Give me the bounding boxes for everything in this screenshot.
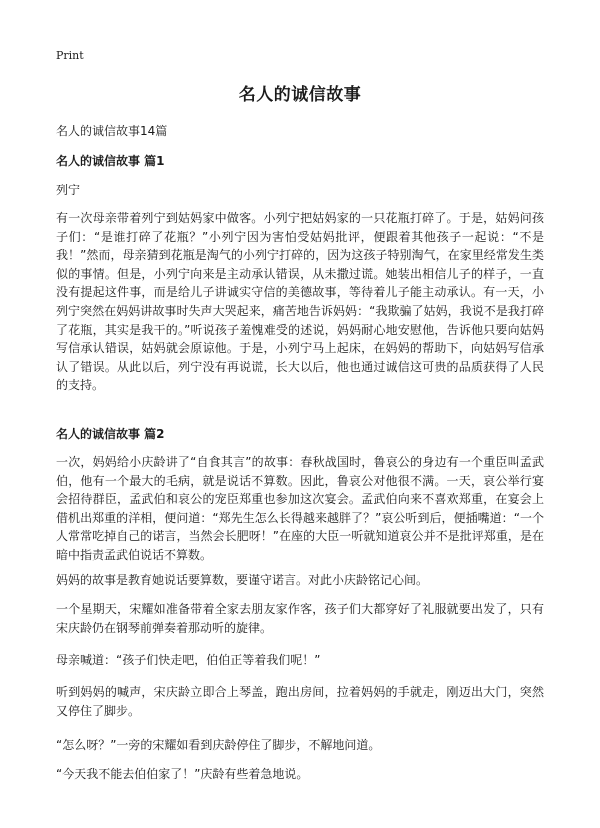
section-2-paragraph-4: 母亲喊道：“孩子们快走吧，伯伯正等着我们呢！” <box>56 653 321 667</box>
page-title: 名人的诚信故事 <box>238 85 362 105</box>
section-2-paragraph-3: 一个星期天，宋耀如准备带着全家去朋友家作客，孩子们大都穿好了礼服就要出发了，只有宋庆龄仍在钢琴前弹奏着那动听的旋律。 <box>56 602 544 635</box>
section-2-paragraph-6: “怎么呀？”一旁的宋耀如看到庆龄停住了脚步，不解地问道。 <box>56 738 381 752</box>
section-1-paragraph-2: 有一次母亲带着列宁到姑妈家中做客。小列宁把姑妈家的一只花瓶打碎了。于是，姑妈问孩子们：“是谁打碎了花瓶？”小列宁因为害怕受姑妈批评，便跟着其他孩子一起说：“不是我！”然而，母亲猜到花瓶是淘气的小列宁打碎的，因为这孩子特别淘气，在家里经常发生类似的事情。但是，小列宁向来是主动承认错误，从未撒过谎。她装出相信儿子的样子，一直没有提起这件事，而是给儿子讲诚实守信的美德故事，等待着儿子能主动承认。有一天，小列宁突然在妈妈讲故事时失声大哭起来，痛苦地告诉妈妈：“我欺骗了姑妈，我说不是我打碎了花瓶，其实是我干的。”听说孩子羞愧难受的述说，妈妈耐心地安慰他，告诉他只要向姑妈写信承认错误，姑妈就会原谅他。于是，小列宁马上起床，在妈妈的帮助下，向姑妈写信承认了错误。从此以后，列宁没有再说谎，长大以后，他也通过诚信这可贵的品质获得了人民的支持。 <box>56 211 544 393</box>
print-link[interactable]: Print <box>56 49 84 62</box>
section-2-paragraph-2: 妈妈的故事是教育她说话要算数，要谨守诺言。对此小庆龄铭记心间。 <box>56 573 429 587</box>
document-subtitle: 名人的诚信故事14篇 <box>56 124 168 138</box>
section-2-paragraph-7: “今天我不能去伯伯家了！”庆龄有些着急地说。 <box>56 767 309 781</box>
section-1-paragraph-1: 列宁 <box>56 183 81 197</box>
section-heading-2: 名人的诚信故事 篇2 <box>56 427 165 441</box>
section-2-paragraph-1: 一次，妈妈给小庆龄讲了“自食其言”的故事：春秋战国时，鲁哀公的身边有一个重臣叫孟武伯，他有一个最大的毛病，就是说话不算数。因此，鲁哀公对他很不满。一天，哀公举行宴会招待群臣，孟武伯和哀公的宠臣郑重也参加这次宴会。孟武伯向来不喜欢郑重，在宴会上借机出郑重的洋相，便问道：“郑先生怎么长得越来越胖了？”哀公听到后，便插嘴道：“一个人常常吃掉自己的诺言，当然会长肥呀！”在座的大臣一听就知道哀公并不是批评郑重，是在暗中指责孟武伯说话不算数。 <box>56 455 544 562</box>
section-heading-1: 名人的诚信故事 篇1 <box>56 154 165 168</box>
section-2-paragraph-5: 听到妈妈的喊声，宋庆龄立即合上琴盖，跑出房间，拉着妈妈的手就走，刚迈出大门，突然又停住了脚步。 <box>56 685 544 718</box>
